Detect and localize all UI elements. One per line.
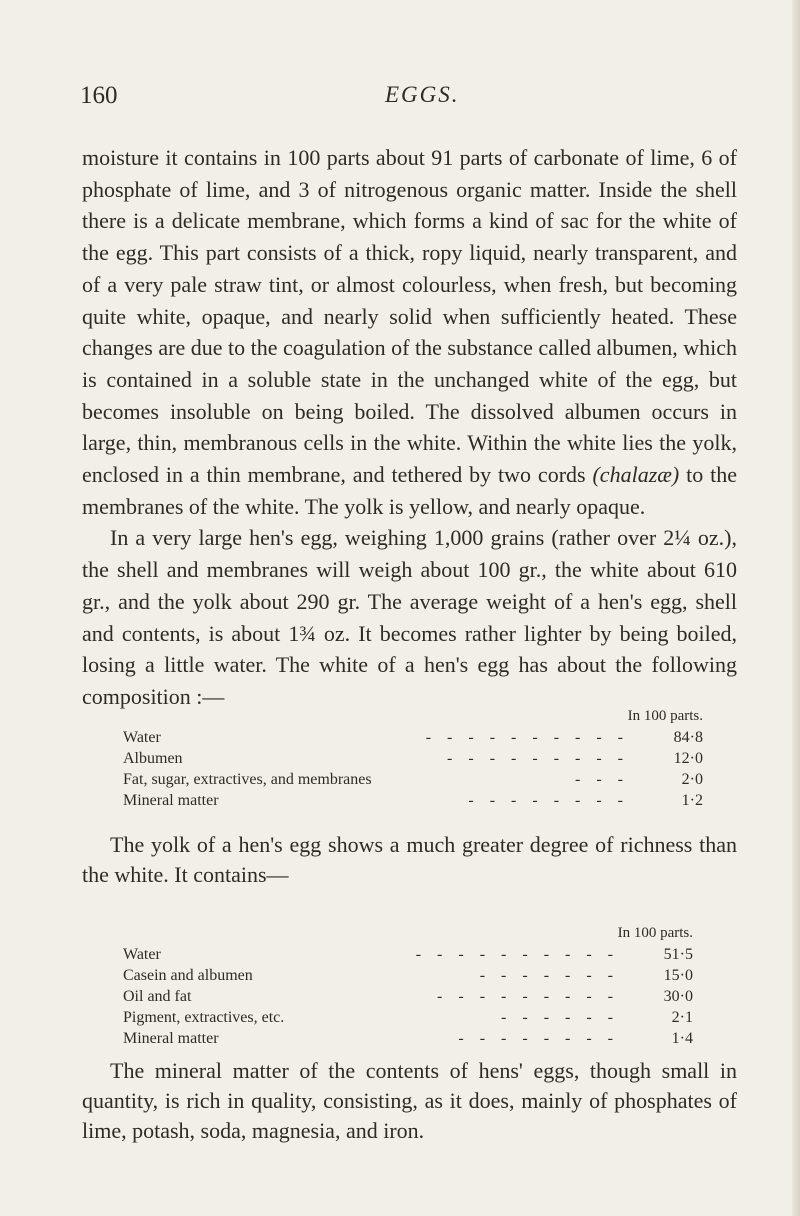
row-label: Water — [123, 946, 161, 963]
row-leader: - - - — [575, 771, 629, 788]
row-value: 30·0 — [663, 988, 693, 1005]
chalazae-term: (chalazæ) — [592, 462, 680, 488]
row-leader: - - - - - - - — [479, 967, 619, 984]
body-text — [82, 142, 737, 713]
table-row — [123, 986, 693, 1007]
row-label: Pigment, extractives, etc. — [123, 1009, 285, 1026]
row-value: 12·0 — [673, 750, 703, 767]
table-row — [123, 727, 703, 748]
paragraph-4: The mineral matter of the contents of hens' eggs, though small in quantity, is rich in quality, consisting, as it does, mainly of phosphates of lime, potash, soda, magnesia, and iron. — [82, 1058, 737, 1143]
row-label: Mineral matter — [123, 1030, 219, 1047]
paragraph-1-end: to the membranes of the white. The yolk is yellow, and nearly opaque. — [82, 462, 738, 519]
table-row — [123, 965, 693, 986]
row-value: 51·5 — [663, 946, 693, 963]
row-value: 2·0 — [681, 771, 703, 788]
row-leader: - - - - - - - - — [468, 792, 629, 809]
row-value: 1·2 — [681, 792, 703, 809]
page-edge — [792, 0, 800, 1216]
row-leader: - - - - - - - - - — [437, 988, 619, 1005]
row-label: Casein and albumen — [123, 967, 253, 984]
yolk-composition-table — [123, 923, 693, 1049]
row-label: Oil and fat — [123, 988, 192, 1005]
row-value: 1·4 — [671, 1030, 693, 1047]
table-row — [123, 1028, 693, 1049]
table-row — [123, 748, 703, 769]
row-leader: - - - - - - - - - - — [425, 729, 629, 746]
row-label: Mineral matter — [123, 792, 219, 809]
table-row — [123, 790, 703, 811]
paragraph-1-text: moisture it contains in 100 parts about 91 parts of carbonate of lime, 6 of phosphate of lime, and 3 of nitrogenous organic matter. Inside the shell there is a delicate membrane, which forms a kind of sac for the white of the egg. This part consists of a thick, ropy liquid, nearly transparent, and of a very pale straw tint, or almost colourless, when fresh, but becoming quite white, opaque, and nearly solid when sufficiently heated. These changes are due to the coagulation of the substance called albumen, which is contained in a soluble state in the unchanged white of the egg, but becomes insoluble on being boiled. The dissolved albumen occurs in large, thin, membranous cells in the white. Within the white lies the yolk, enclosed in a thin membrane, and tethered by two cords — [82, 145, 737, 488]
yolk-table-header: In 100 parts. — [617, 925, 693, 941]
paragraph-1 — [82, 142, 737, 522]
running-head — [80, 82, 780, 118]
table-row — [123, 1007, 693, 1028]
paragraph-3: The yolk of a hen's egg shows a much greater degree of richness than the white. It contains— — [82, 832, 737, 887]
row-label: Albumen — [123, 750, 183, 767]
row-value: 15·0 — [663, 967, 693, 984]
row-value: 2·1 — [671, 1009, 693, 1026]
row-label: Fat, sugar, extractives, and membranes — [123, 771, 372, 788]
table-row — [123, 944, 693, 965]
page-number: 160 — [80, 82, 118, 109]
paragraph-2: In a very large hen's egg, weighing 1,000 grains (rather over 2¼ oz.), the shell and membranes will weigh about 100 gr., the white about 610 gr., and the yolk about 290 gr. The average weight of a hen's egg, shell and contents, is about 1¾ oz. It becomes rather lighter by being boiled, losing a little water. The white of a hen's egg has about the following composition :— — [82, 525, 737, 709]
page-title: EGGS. — [385, 82, 460, 107]
row-value: 84·8 — [673, 729, 703, 746]
row-leader: - - - - - - — [501, 1009, 619, 1026]
row-leader: - - - - - - - - - - — [415, 946, 619, 963]
row-leader: - - - - - - - - — [458, 1030, 619, 1047]
row-label: Water — [123, 729, 161, 746]
row-leader: - - - - - - - - - — [447, 750, 629, 767]
table-row — [123, 769, 703, 790]
white-table-header: In 100 parts. — [627, 708, 703, 724]
white-composition-table — [123, 706, 703, 811]
